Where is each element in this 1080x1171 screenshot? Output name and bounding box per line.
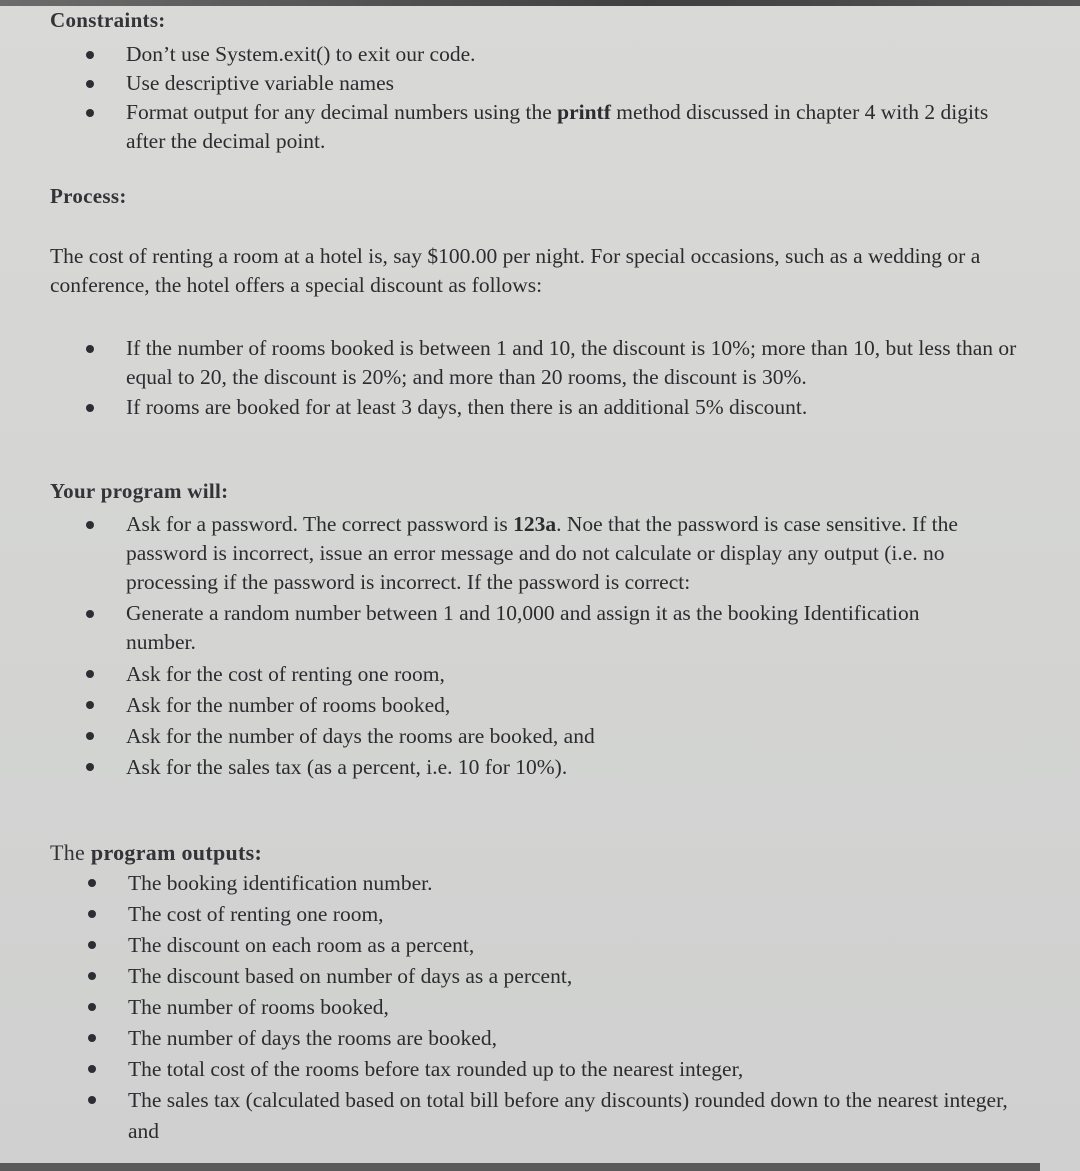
top-edge [0,0,1080,6]
list-item: If the number of rooms booked is between 1 and 10, the discount is 10%; more than 10, but less than or equal to 20, the discount is 20%; and more than 20 rooms, the discount is 30%. [0,334,1030,392]
bullet-icon [88,1096,96,1104]
program-heading: Your program will: [50,479,229,503]
program-steps-list [0,510,1000,783]
list-item: Generate a random number between 1 and 10,000 and assign it as the booking Identification number. [0,599,926,657]
bullet-icon [88,910,96,918]
outputs-heading: The program outputs: [50,840,263,865]
constraints-heading: Constraints: [50,8,166,32]
list-item: The cost of renting one room, [0,899,1020,930]
bullet-icon [86,670,94,678]
bullet-icon [86,345,94,353]
bullet-icon [86,109,94,117]
bottom-edge [0,1163,1040,1171]
bullet-icon [88,972,96,980]
outputs-list [0,868,1020,1147]
list-item: Ask for the sales tax (as a percent, i.e. 10 for 10%). [0,752,1000,783]
process-paragraph: The cost of renting a room at a hotel is, say $100.00 per night. For special occasions, such as a wedding or a conference, the hotel offers a special discount as follows: [50,244,981,297]
list-item: The total cost of the rooms before tax rounded up to the nearest integer, [0,1054,1020,1085]
list-item: Ask for the number of rooms booked, [0,690,1000,721]
bullet-icon [88,1003,96,1011]
bullet-icon [88,879,96,887]
list-item: Ask for the cost of renting one room, [0,659,1000,690]
bullet-icon [86,404,94,412]
process-heading: Process: [50,184,127,208]
list-item: The discount on each room as a percent, [0,930,1020,961]
bullet-icon [88,1065,96,1073]
bullet-icon [88,941,96,949]
list-item: The booking identification number. [0,868,1020,899]
list-item: The number of days the rooms are booked, [0,1023,1020,1054]
list-item: The sales tax (calculated based on total bill before any discounts) rounded down to the nearest integer, and [0,1085,1020,1147]
list-item: Ask for the number of days the rooms are booked, and [0,721,1000,752]
bullet-icon [86,732,94,740]
list-item: The number of rooms booked, [0,992,1020,1023]
list-item: Use descriptive variable names [0,69,1040,98]
list-item: Format output for any decimal numbers using the printf method discussed in chapter 4 with 2 digits after the decimal point. [0,98,1006,156]
bullet-icon [86,763,94,771]
list-item: If rooms are booked for at least 3 days, then there is an additional 5% discount. [0,393,1030,422]
bullet-icon [86,610,94,618]
discount-rules-list [0,334,1030,422]
bullet-icon [86,521,94,529]
constraints-list [0,40,1040,156]
bullet-icon [86,701,94,709]
list-item: The discount based on number of days as a percent, [0,961,1020,992]
bullet-icon [86,51,94,59]
list-item: Don’t use System.exit() to exit our code. [0,40,1040,69]
bullet-icon [86,80,94,88]
list-item: Ask for a password. The correct password is 123a. Noe that the password is case sensitive. If the password is incorrect, issue an error message and do not calculate or display any output (i.e. no processing if the password is incorrect. If the password is correct: [0,510,1000,597]
bullet-icon [88,1034,96,1042]
